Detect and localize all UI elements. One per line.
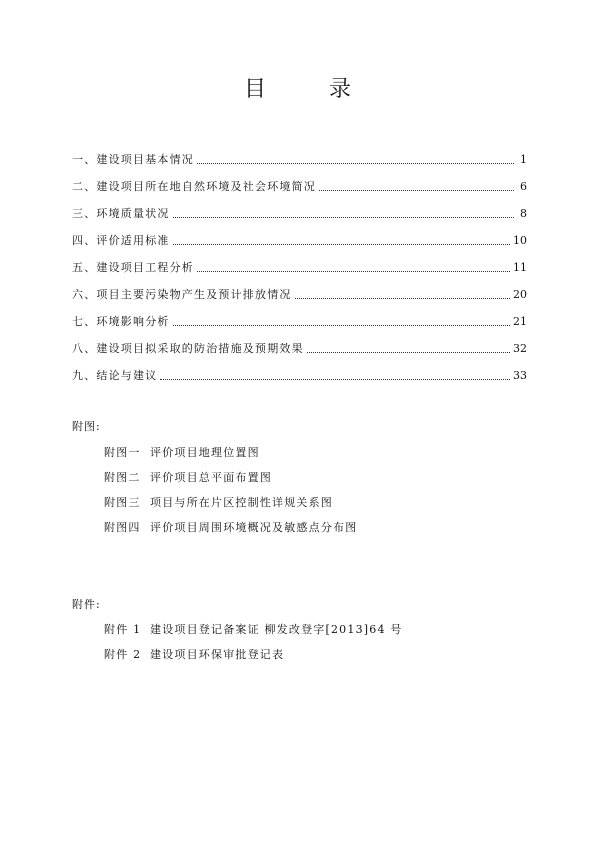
toc-leader-dots: [160, 378, 510, 380]
toc-entry-page: 6: [520, 180, 527, 193]
attachments-heading: 附件:: [72, 598, 101, 611]
figure-code: 附图一: [104, 446, 141, 459]
toc-entry-label: 一、建设项目基本情况: [72, 153, 194, 166]
toc-leader-dots: [295, 297, 510, 299]
figure-item: [104, 519, 357, 535]
attachment-code: 附件 2: [104, 648, 142, 661]
toc-leader-dots: [173, 324, 510, 326]
toc-entry[interactable]: [72, 329, 527, 356]
figure-item: [104, 494, 333, 510]
toc-entry[interactable]: [72, 356, 527, 383]
toc-entry[interactable]: [72, 221, 527, 248]
toc-entry-label: 八、建设项目拟采取的防治措施及预期效果: [72, 342, 304, 355]
figure-title: 评价项目地理位置图: [150, 446, 260, 459]
figure-code: 附图四: [104, 521, 141, 534]
toc-leader-dots: [173, 216, 514, 218]
toc-leader-dots: [307, 351, 510, 353]
page-title: 目 录: [244, 77, 379, 102]
figure-code: 附图二: [104, 471, 141, 484]
figure-item: [104, 469, 272, 485]
toc-entry-page: 1: [520, 153, 527, 166]
attachment-code: 附件 1: [104, 623, 142, 636]
figure-code: 附图三: [104, 496, 141, 509]
toc-entry[interactable]: [72, 248, 527, 275]
toc-entry-label: 九、结论与建议: [72, 369, 158, 382]
toc-entry[interactable]: [72, 275, 527, 302]
toc-entry-label: 六、项目主要污染物产生及预计排放情况: [72, 288, 292, 301]
toc-entry-page: 11: [513, 261, 527, 274]
toc-leader-dots: [319, 189, 514, 191]
toc-entry[interactable]: [72, 140, 527, 167]
toc-entry-page: 21: [513, 315, 527, 328]
figure-item: [104, 444, 260, 460]
toc-entry[interactable]: [72, 302, 527, 329]
toc-entry[interactable]: [72, 167, 527, 194]
attachment-title: 建设项目环保审批登记表: [150, 648, 285, 661]
toc-entry-page: 20: [513, 288, 527, 301]
attachment-title: 建设项目登记备案证 柳发改登字[2013]64 号: [150, 623, 403, 636]
toc-entry-label: 五、建设项目工程分析: [72, 261, 194, 274]
toc-leader-dots: [173, 243, 510, 245]
figure-title: 评价项目周围环境概况及敏感点分布图: [150, 521, 358, 534]
toc-entry-page: 10: [513, 234, 527, 247]
table-of-contents: [72, 140, 527, 383]
toc-entry-label: 二、建设项目所在地自然环境及社会环境简况: [72, 180, 316, 193]
toc-entry-label: 四、评价适用标准: [72, 234, 170, 247]
toc-entry-label: 三、环境质量状况: [72, 207, 170, 220]
figure-title: 评价项目总平面布置图: [150, 471, 272, 484]
toc-leader-dots: [197, 162, 514, 164]
toc-entry-page: 8: [520, 207, 527, 220]
attachment-item: [104, 646, 284, 662]
toc-entry-page: 33: [513, 369, 527, 382]
attachment-item: [104, 621, 403, 637]
toc-entry-label: 七、环境影响分析: [72, 315, 170, 328]
toc-entry[interactable]: [72, 194, 527, 221]
figures-heading: 附图:: [72, 420, 101, 433]
toc-entry-page: 32: [513, 342, 527, 355]
toc-leader-dots: [197, 270, 510, 272]
figure-title: 项目与所在片区控制性详规关系图: [150, 496, 333, 509]
